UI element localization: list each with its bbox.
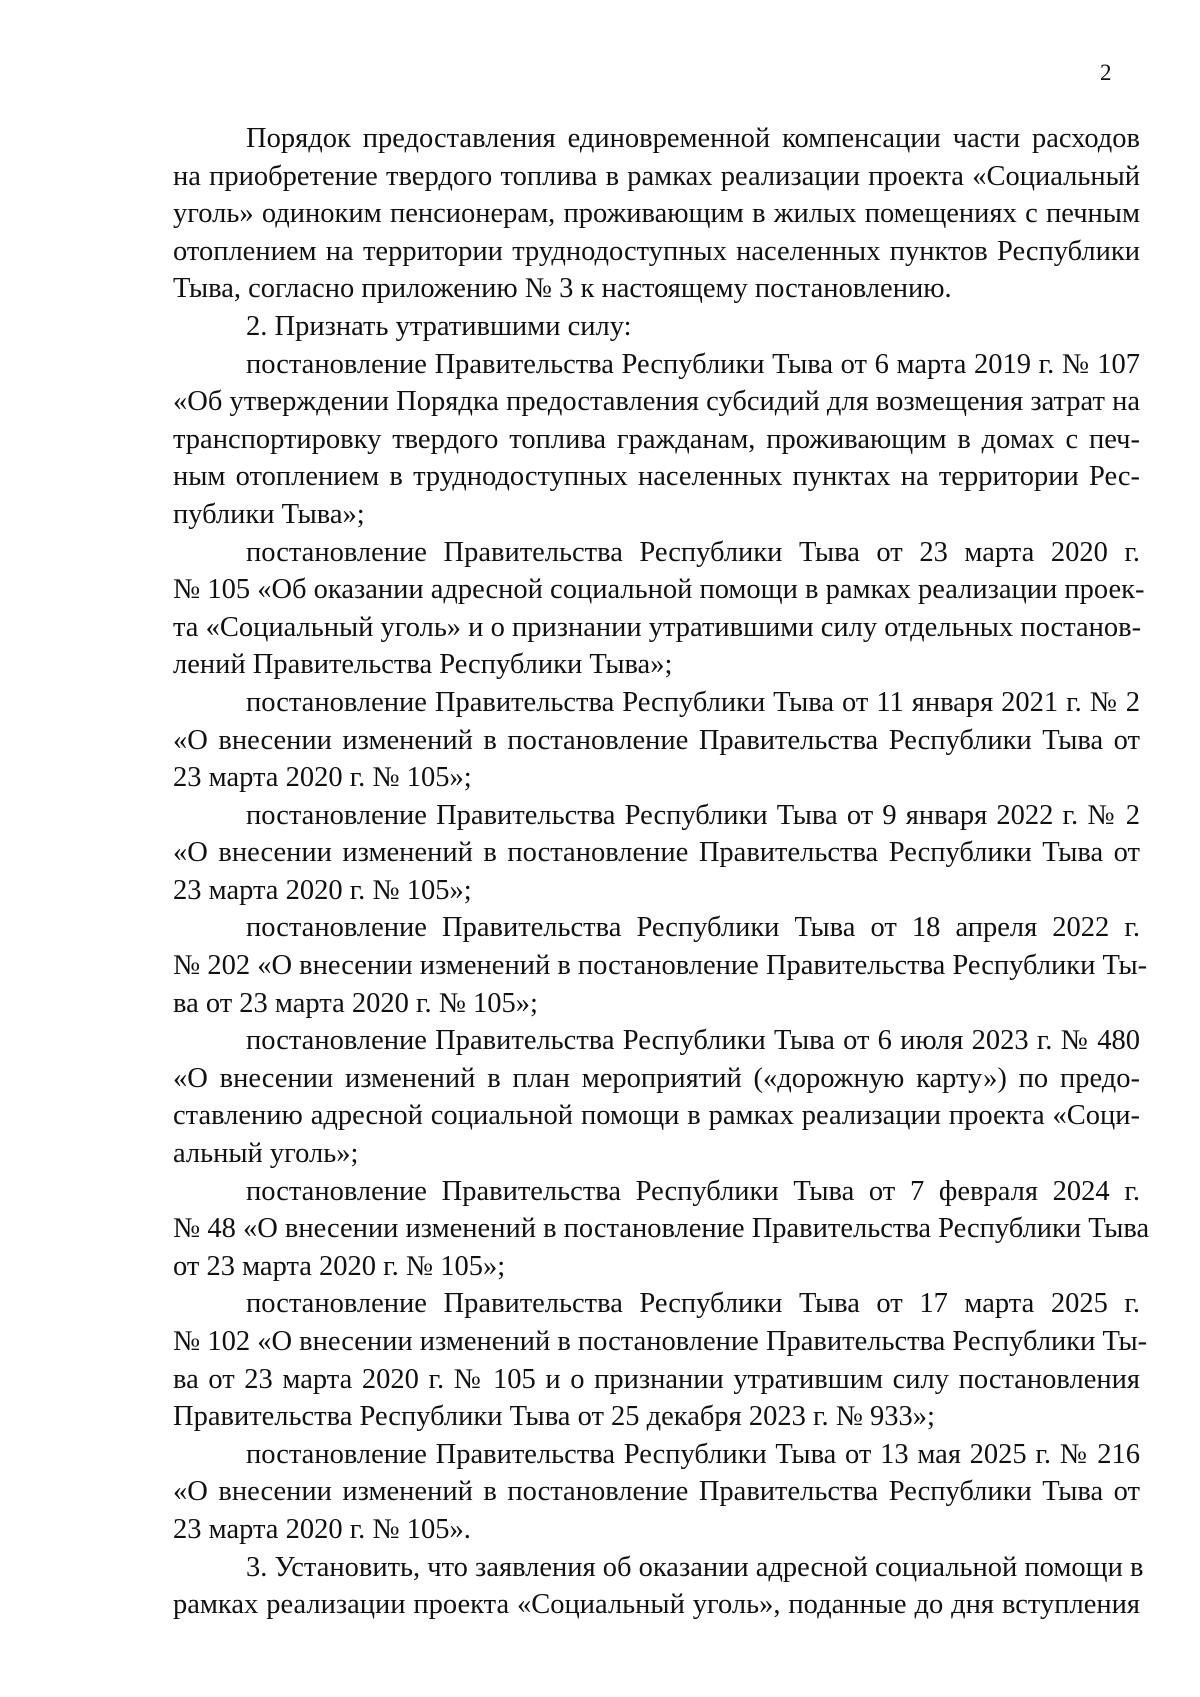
text-line: 2. Признать утратившими силу:: [246, 310, 632, 342]
text-line: постановление Правительства Республики Тыва от 7 февраля 2024 г.: [246, 1175, 1140, 1207]
text-line: «О внесении изменений в постановление Правительства Республики Тыва от: [173, 1476, 1140, 1508]
text-line: отоплением на территории труднодоступных населенных пунктов Республики: [173, 235, 1140, 267]
text-line: на приобретение твердого топлива в рамках реализации проекта «Социальный: [173, 160, 1140, 192]
text-line: Порядок предоставления единовременной компенсации части расходов: [246, 123, 1140, 154]
text-line: 23 марта 2020 г. № 105».: [173, 1513, 471, 1545]
text-line: постановление Правительства Республики Тыва от 13 мая 2025 г. № 216: [246, 1438, 1140, 1470]
text-line: Тыва, согласно приложению № 3 к настоящему постановлению.: [173, 273, 952, 305]
text-line: постановление Правительства Республики Тыва от 9 января 2022 г. № 2: [246, 799, 1140, 831]
text-line: ва от 23 марта 2020 г. № 105 и о признании утратившим силу постановления: [173, 1363, 1140, 1395]
text-line: постановление Правительства Республики Тыва от 11 января 2021 г. № 2: [246, 686, 1140, 718]
text-line: альный уголь»;: [173, 1138, 359, 1170]
document-text: [173, 120, 1150, 1624]
text-line: та «Социальный уголь» и о признании утратившими силу отдельных постанов-: [173, 611, 1142, 643]
text-line: ным отоплением в труднодоступных населенных пунктах на территории Рес-: [173, 461, 1140, 493]
text-line: ва от 23 марта 2020 г. № 105»;: [173, 987, 538, 1019]
text-line: лений Правительства Республики Тыва»;: [173, 649, 673, 681]
text-line: № 202 «О внесении изменений в постановление Правительства Республики Ты-: [173, 950, 1148, 982]
text-line: постановление Правительства Республики Тыва от 18 апреля 2022 г.: [246, 912, 1140, 944]
text-line: «Об утверждении Порядка предоставления субсидий для возмещения затрат на: [173, 386, 1140, 418]
text-line: постановление Правительства Республики Тыва от 23 марта 2020 г.: [246, 536, 1140, 568]
text-line: «О внесении изменений в план мероприятий («дорожную карту») по предо-: [173, 1062, 1140, 1094]
text-line: постановление Правительства Республики Тыва от 6 июля 2023 г. № 480: [246, 1025, 1140, 1057]
text-line: постановление Правительства Республики Тыва от 6 марта 2019 г. № 107: [246, 348, 1140, 380]
text-line: транспортировку твердого топлива гражданам, проживающим в домах с печ-: [173, 423, 1140, 455]
text-line: публики Тыва»;: [173, 498, 365, 530]
page-number: 2: [1100, 60, 1112, 85]
text-line: «О внесении изменений в постановление Правительства Республики Тыва от: [173, 837, 1140, 869]
text-line: № 48 «О внесении изменений в постановление Правительства Республики Тыва: [173, 1213, 1150, 1245]
text-line: Правительства Республики Тыва от 25 декабря 2023 г. № 933»;: [173, 1401, 935, 1433]
text-line: от 23 марта 2020 г. № 105»;: [173, 1250, 506, 1282]
text-line: 23 марта 2020 г. № 105»;: [173, 874, 472, 906]
text-line: 23 марта 2020 г. № 105»;: [173, 762, 472, 794]
text-line: постановление Правительства Республики Тыва от 17 марта 2025 г.: [246, 1288, 1140, 1320]
text-line: № 102 «О внесении изменений в постановление Правительства Республики Ты-: [173, 1326, 1148, 1357]
text-line: рамках реализации проекта «Социальный уголь», поданные до дня вступления: [173, 1589, 1140, 1621]
text-line: 3. Установить, что заявления об оказании адресной социальной помощи в: [246, 1551, 1144, 1583]
text-line: № 105 «Об оказании адресной социальной помощи в рамках реализации проек-: [173, 574, 1145, 606]
text-line: ставлению адресной социальной помощи в рамках реализации проекта «Соци-: [173, 1100, 1140, 1132]
text-line: «О внесении изменений в постановление Правительства Республики Тыва от: [173, 724, 1140, 756]
text-line: уголь» одиноким пенсионерам, проживающим в жилых помещениях с печным: [173, 198, 1140, 230]
